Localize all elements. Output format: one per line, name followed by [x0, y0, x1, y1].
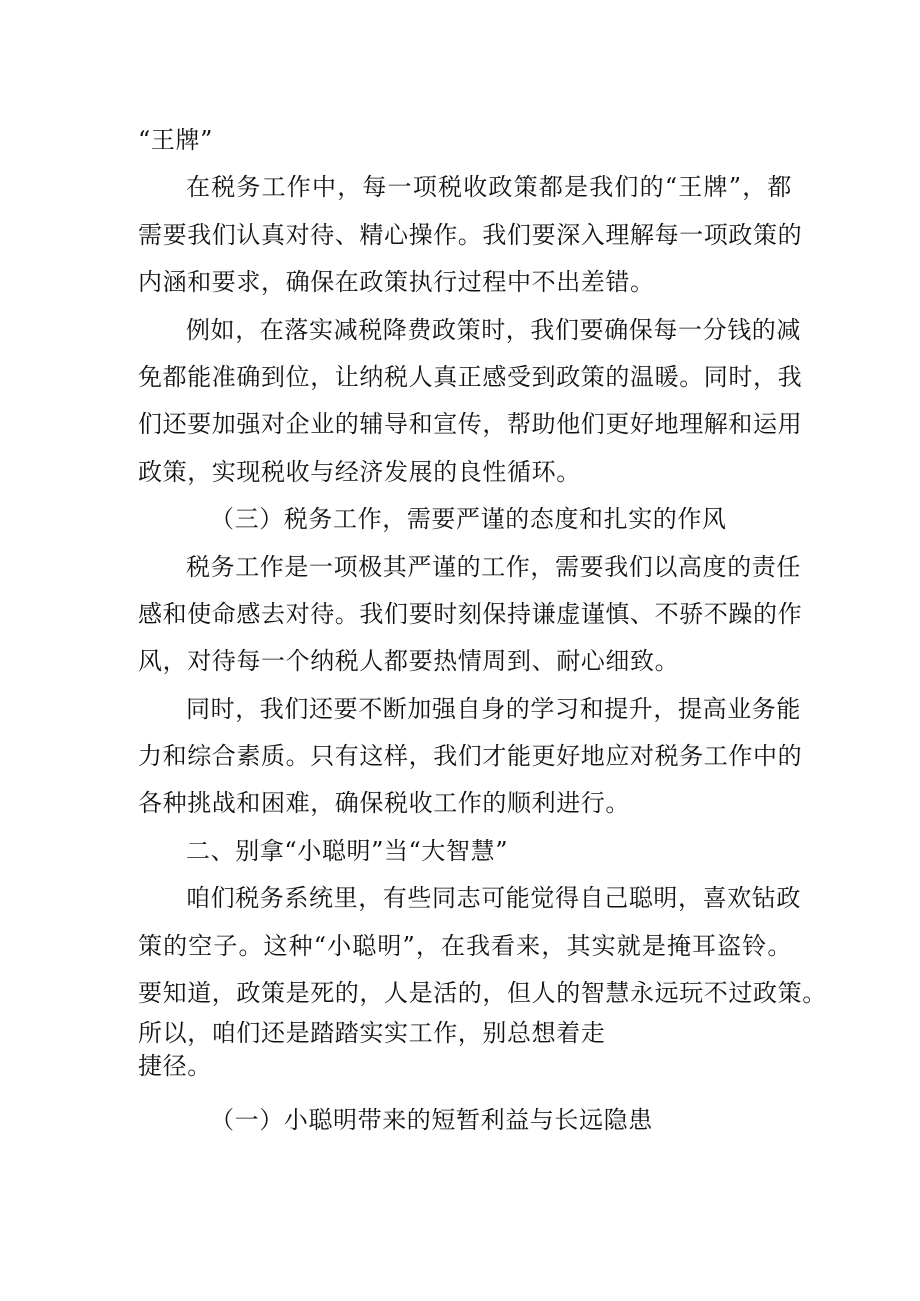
chapter-heading: 二、别拿“小聪明”当“大智慧”	[186, 836, 509, 865]
paragraph-line: 内涵和要求，确保在政策执行过程中不出差错。	[138, 268, 655, 297]
paragraph-line: 们还要加强对企业的辅导和宣传，帮助他们更好地理解和运用	[138, 410, 803, 439]
paragraph-line: 例如，在落实减税降费政策时，我们要确保每一分钱的减	[186, 315, 801, 344]
paragraph-line: 感和使命感去对待。我们要时刻保持谦虚谨慎、不骄不躁的作	[138, 599, 803, 628]
paragraph-line: 所以，咱们还是踏踏实实工作，别总想着走	[138, 1019, 606, 1048]
text-line: “王牌”	[138, 126, 213, 154]
paragraph-line: 各种挑战和困难，确保税收工作的顺利进行。	[138, 789, 630, 818]
paragraph-line: 要知道，政策是死的，人是活的，但人的智慧永远玩不过政策。	[138, 979, 827, 1008]
paragraph-line: 咱们税务系统里，有些同志可能觉得自己聪明，喜欢钻政	[186, 884, 801, 913]
section-heading: （三）税务工作，需要严谨的态度和扎实的作风	[210, 505, 727, 534]
paragraph-line: 税务工作是一项极其严谨的工作，需要我们以高度的责任	[186, 552, 801, 581]
paragraph-line: 同时，我们还要不断加强自身的学习和提升，提高业务能	[186, 694, 801, 723]
paragraph-line: 策的空子。这种“小聪明”，在我看来，其实就是掩耳盗铃。	[138, 931, 792, 960]
paragraph-line: 捷径。	[138, 1052, 212, 1081]
paragraph-line: 风，对待每一个纳税人都要热情周到、耐心细致。	[138, 647, 680, 676]
paragraph-line: 在税务工作中，每一项税收政策都是我们的“王牌”，都	[186, 173, 792, 202]
paragraph-line: 力和综合素质。只有这样，我们才能更好地应对税务工作中的	[138, 742, 803, 771]
spacer	[138, 1083, 792, 1097]
paragraph-line: 政策，实现税收与经济发展的良性循环。	[138, 457, 581, 486]
document-body	[138, 117, 827, 1145]
section-heading: （一）小聪明带来的短暂利益与长远隐患	[210, 1106, 653, 1135]
paragraph-line: 需要我们认真对待、精心操作。我们要深入理解每一项政策的	[138, 220, 803, 249]
paragraph-line: 免都能准确到位，让纳税人真正感受到政策的温暖。同时，我	[138, 362, 803, 391]
